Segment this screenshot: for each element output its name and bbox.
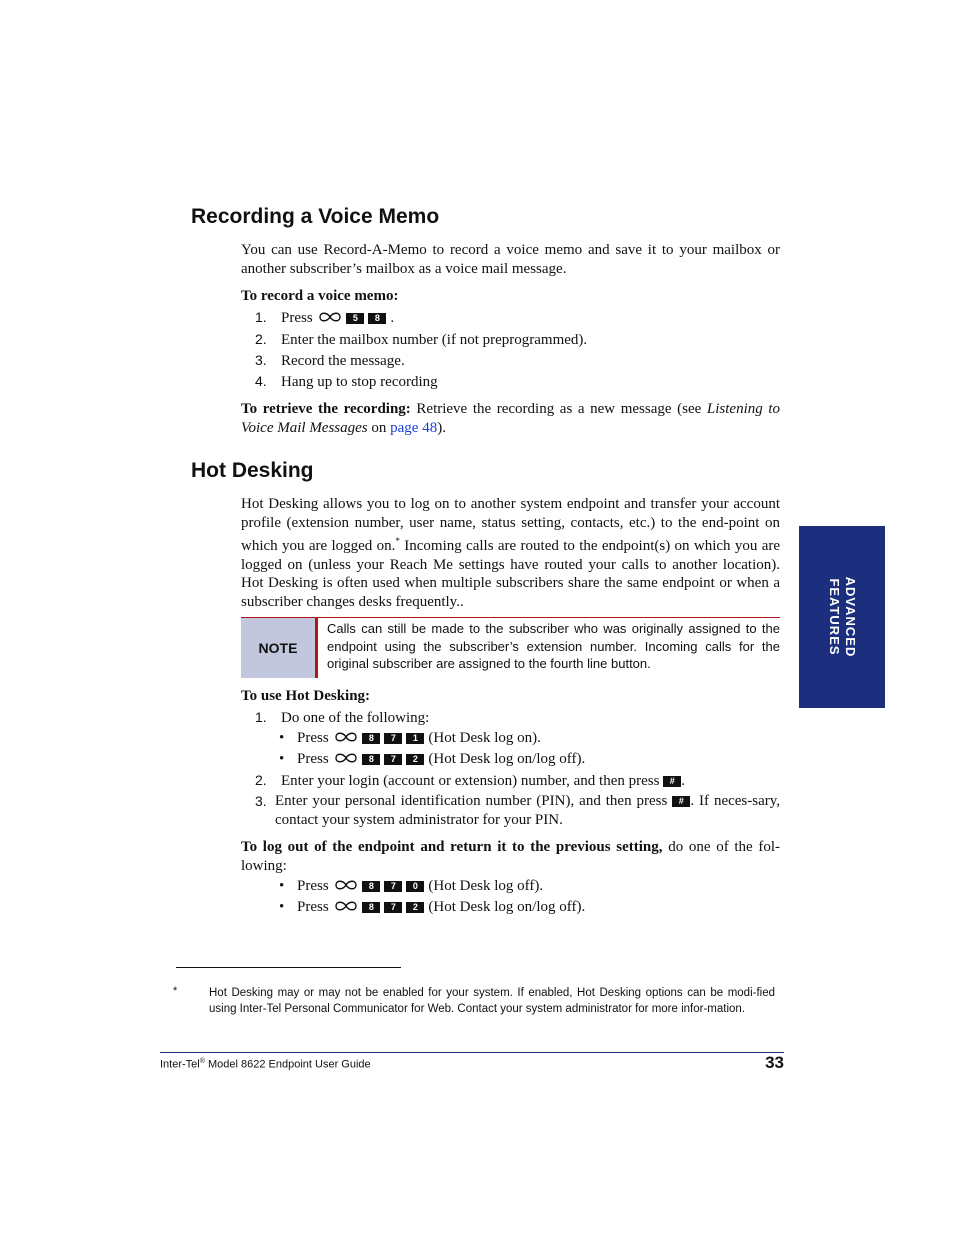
footer-rule: [160, 1052, 784, 1053]
dial-key-icon: 7: [384, 733, 402, 744]
step-text: Hang up to stop recording: [281, 374, 438, 390]
voice-memo-step-1: [255, 308, 394, 327]
step-number: 4.: [255, 373, 267, 389]
step-end: .: [390, 310, 395, 326]
dial-key-icon: 8: [362, 733, 380, 744]
hot-desking-step-1: [255, 708, 429, 727]
voice-memo-step-2: [255, 330, 587, 349]
step-number: 2.: [255, 331, 267, 347]
bullet-text: (Hot Desk log on).: [428, 730, 541, 746]
dial-key-icon: 0: [406, 881, 424, 892]
footnote-mark-bottom: *: [173, 985, 178, 997]
logout-bullet-log-off: [279, 877, 543, 895]
note-text: Calls can still be made to the subscriber who was originally assigned to the endpoint using the subscriber’s extension number. Incoming calls for the original subscriber are assigned to the fourth line button.: [327, 621, 780, 671]
dial-key-icon: 5: [346, 313, 364, 324]
bullet-icon: •: [279, 751, 285, 767]
section-title-hot-desking: Hot Desking: [191, 459, 314, 482]
press-label: Press: [297, 751, 329, 767]
chapter-side-tab: [799, 526, 885, 708]
voice-memo-subhead: To record a voice memo:: [241, 288, 399, 304]
retrieve-on: on: [367, 419, 391, 436]
dial-key-icon: 7: [384, 881, 402, 892]
dial-key-icon: 8: [362, 881, 380, 892]
footnote-mark: *: [395, 536, 400, 546]
footer-brand: Inter-Tel: [160, 1058, 200, 1071]
press-label: Press: [297, 899, 329, 915]
page-number: 33: [765, 1053, 784, 1072]
retrieve-text: Retrieve the recording as a new message (see: [410, 401, 707, 417]
note-label: NOTE: [241, 618, 315, 678]
step-number: 3.: [255, 352, 267, 368]
step-end: . If neces-sary, contact your system administrator for your PIN.: [275, 793, 781, 828]
step-text: Enter your login (account or extension) number, and then press: [281, 773, 660, 789]
dial-key-icon: 2: [406, 754, 424, 765]
dial-key-icon: 8: [362, 902, 380, 913]
hot-desking-intro: [241, 495, 780, 611]
intro-part-1: Hot Desking allows you to log on to another system endpoint and transfer your account profile (extension number, user name, status setting, contacts, etc.) to the end-point on which you are logged on.: [241, 496, 780, 554]
bullet-icon: •: [279, 730, 285, 746]
step-end: .: [681, 773, 685, 789]
bullet-icon: •: [279, 878, 285, 894]
press-label: Press: [297, 730, 329, 746]
hot-desking-subhead: To use Hot Desking:: [241, 688, 371, 704]
step-text: Do one of the following:: [281, 710, 430, 726]
step-number: 2.: [255, 772, 267, 788]
hot-desking-bullet-log-on-off: [279, 750, 585, 768]
page-48-link[interactable]: page 48: [390, 419, 438, 436]
press-label: Press: [281, 310, 313, 326]
side-tab-line-2: FEATURES: [827, 578, 842, 656]
voice-memo-step-4: [255, 372, 438, 391]
loop-handsfree-icon: [334, 752, 358, 764]
logout-paragraph: [241, 838, 780, 875]
loop-handsfree-icon: [334, 900, 358, 912]
footer-guide-title: Model 8622 Endpoint User Guide: [204, 1058, 371, 1071]
retrieve-recording-paragraph: [241, 400, 780, 437]
side-tab-label: [826, 526, 858, 708]
step-text: Record the message.: [281, 353, 405, 369]
loop-handsfree-icon: [318, 311, 342, 323]
step-number: 1.: [255, 709, 267, 725]
dial-key-icon: 2: [406, 902, 424, 913]
section-title-voice-memo: Recording a Voice Memo: [191, 205, 440, 228]
step-number: 3.: [255, 793, 267, 809]
step-text: Enter your personal identification number (PIN), and then press: [275, 793, 668, 809]
retrieve-italic-ref: Listening to Voice Mail Messages: [241, 401, 781, 436]
note-box: [241, 617, 780, 679]
dial-key-icon: 7: [384, 754, 402, 765]
logout-bold: To log out of the endpoint and return it to the previous setting,: [241, 839, 663, 855]
logout-text: do one of the fol-lowing:: [241, 839, 781, 874]
footnote-text: Hot Desking may or may not be enabled for your system. If enabled, Hot Desking options can be modi-fied using Inter-Tel Personal Communicator for Web. Contact your system administrator for more infor-mation.: [209, 987, 775, 1015]
loop-handsfree-icon: [334, 731, 358, 743]
dial-key-icon: 1: [406, 733, 424, 744]
footer-title: [160, 1058, 371, 1071]
bullet-text: (Hot Desk log on/log off).: [428, 751, 586, 767]
side-tab-line-1: ADVANCED: [843, 576, 858, 658]
footnote-rule: [176, 967, 401, 968]
hot-desking-bullet-log-on: [279, 729, 541, 747]
note-divider: [315, 618, 318, 678]
dial-key-icon: 7: [384, 902, 402, 913]
voice-memo-intro: You can use Record-A-Memo to record a voice memo and save it to your mailbox or another subscriber’s mailbox as a voice mail message.: [241, 242, 780, 277]
pound-key-icon: #: [672, 796, 690, 807]
step-text: Enter the mailbox number (if not preprogrammed).: [281, 332, 588, 348]
dial-key-icon: 8: [368, 313, 386, 324]
step-3-text-block: [275, 792, 780, 829]
pound-key-icon: #: [663, 776, 681, 787]
retrieve-bold: To retrieve the recording:: [241, 401, 411, 417]
hot-desking-step-3: [255, 792, 780, 829]
registered-mark: ®: [199, 1058, 205, 1065]
step-number: 1.: [255, 309, 267, 325]
press-label: Press: [297, 878, 329, 894]
intro-part-2: Incoming calls are routed to the endpoint(s) on which you are logged on (unless your Reach Me settings have routed your calls to another location). Hot Desking is often used when multiple subscribers share the same endpoint or when a subscriber changes desks frequently..: [241, 538, 781, 610]
bullet-text: (Hot Desk log off).: [428, 878, 544, 894]
hot-desking-step-2: [255, 771, 685, 790]
loop-handsfree-icon: [334, 879, 358, 891]
bullet-text: (Hot Desk log on/log off).: [428, 899, 586, 915]
bullet-icon: •: [279, 899, 285, 915]
logout-bullet-log-on-off: [279, 898, 585, 916]
voice-memo-step-3: [255, 351, 405, 370]
dial-key-icon: 8: [362, 754, 380, 765]
retrieve-end: ).: [437, 419, 446, 436]
